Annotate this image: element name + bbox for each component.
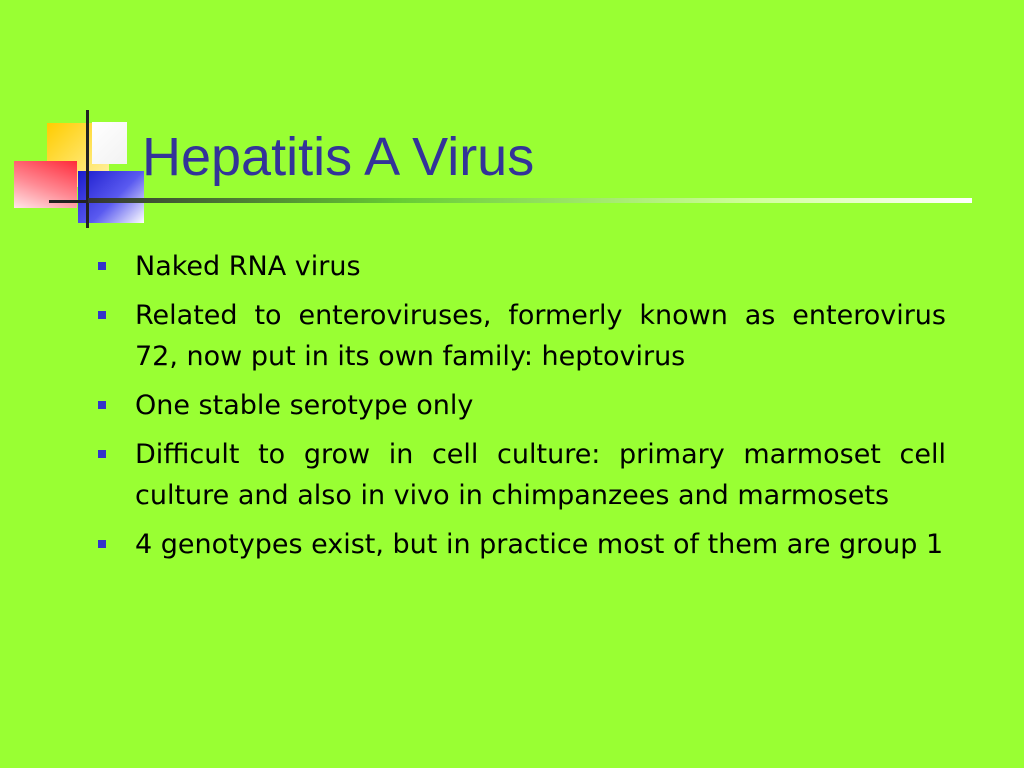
bullet-text: Related to enteroviruses, formerly known as enterovirus 72, now put in its own family: heptovirus: [135, 300, 946, 372]
square-bullet-icon: [98, 450, 106, 458]
bullet-text: Naked RNA virus: [135, 251, 361, 282]
bullet-item: [96, 246, 946, 287]
bullet-item: [96, 434, 946, 516]
bullet-item: [96, 524, 946, 565]
square-bullet-icon: [98, 540, 106, 548]
square-bullet-icon: [98, 262, 106, 270]
white-square: [92, 122, 127, 164]
title-underline: [88, 198, 972, 203]
bullet-text: One stable serotype only: [135, 390, 474, 421]
bullet-text: Difficult to grow in cell culture: primary marmoset cell culture and also in vivo in chimpanzees and marmosets: [135, 439, 946, 511]
square-bullet-icon: [98, 401, 106, 409]
bullet-text: 4 genotypes exist, but in practice most of them are group 1: [135, 529, 944, 560]
bullet-list: [96, 246, 946, 573]
bullet-item: [96, 295, 946, 377]
logo-vertical-line: [86, 110, 89, 228]
colored-squares-logo-icon: [0, 0, 160, 240]
slide-title: Hepatitis A Virus: [142, 127, 535, 187]
bullet-item: [96, 385, 946, 426]
square-bullet-icon: [98, 311, 106, 319]
